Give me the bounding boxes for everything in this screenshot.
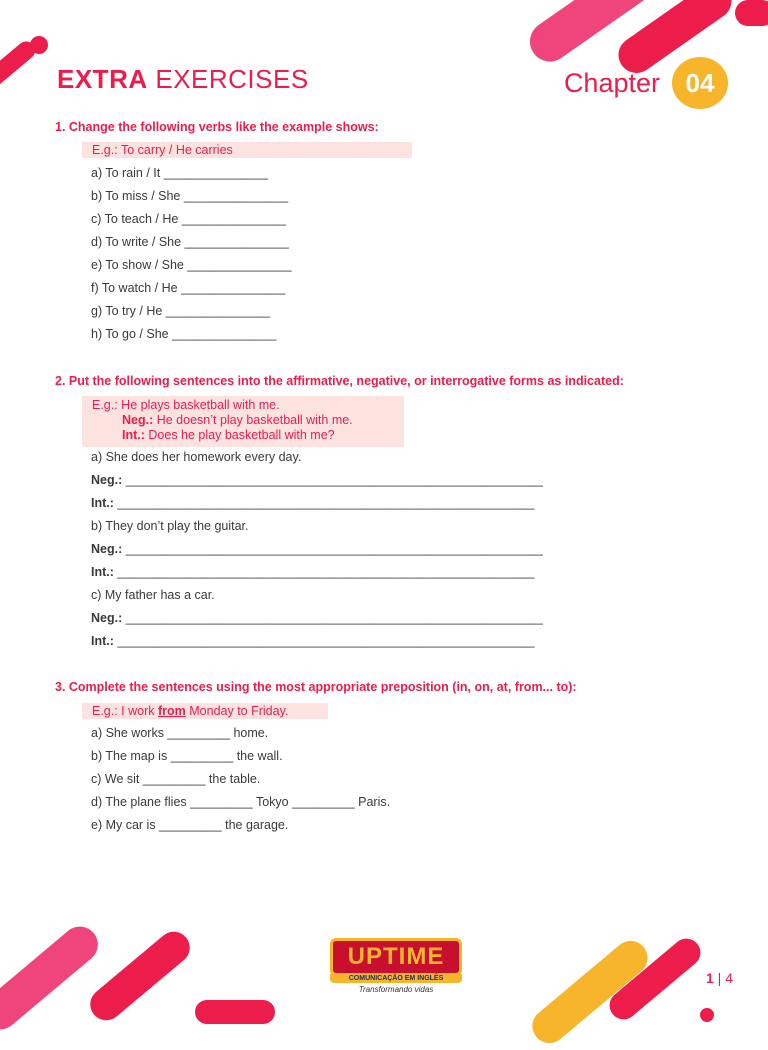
- question-1-item: d) To write / She _______________: [91, 235, 289, 249]
- decor-pill: [195, 1000, 275, 1024]
- page-title: [57, 64, 309, 95]
- decor-pill: [0, 919, 105, 1037]
- question-2-sentence: a) She does her homework every day.: [91, 450, 302, 464]
- decor-dot: [700, 1008, 714, 1022]
- example-negative: Neg.: He doesn’t play basketball with me.: [122, 413, 353, 427]
- example-affirmative: E.g.: He plays basketball with me.: [92, 398, 280, 412]
- question-2-neg-line: Neg.: ____________________________________________________________: [91, 611, 543, 625]
- question-2-int-line: Int.: ____________________________________________________________: [91, 634, 535, 648]
- question-3-item: c) We sit _________ the table.: [91, 772, 261, 786]
- decor-pill: [84, 925, 196, 1027]
- logo-subtitle: COMUNICAÇÃO EM INGLÊS: [330, 974, 462, 983]
- question-1-item: g) To try / He _______________: [91, 304, 271, 318]
- chapter-label: Chapter: [563, 67, 660, 98]
- decor-dot: [30, 36, 48, 54]
- question-2-title: 2. Put the following sentences into the affirmative, negative, or interrogative forms as indicated:: [55, 374, 624, 388]
- title-bold: EXTRA: [57, 64, 148, 94]
- question-1-item: a) To rain / It _______________: [91, 166, 268, 180]
- logo-tagline: Transformando vidas: [358, 985, 434, 994]
- logo-box: [330, 938, 462, 976]
- question-2-sentence: c) My father has a car.: [91, 588, 215, 602]
- question-1-item: b) To miss / She _______________: [91, 189, 289, 203]
- question-3-item: d) The plane flies _________ Tokyo _________ Paris.: [91, 795, 391, 809]
- question-3-item: a) She works _________ home.: [91, 726, 269, 740]
- question-1-item: e) To show / She _______________: [91, 258, 292, 272]
- decor-pill: [735, 0, 768, 26]
- question-2-sentence: b) They don’t play the guitar.: [91, 519, 249, 533]
- question-1-item: c) To teach / He _______________: [91, 212, 287, 226]
- question-1-item: h) To go / She _______________: [91, 327, 277, 341]
- question-3-title: 3. Complete the sentences using the most appropriate preposition (in, on, at, from... to):: [55, 680, 577, 694]
- chapter-heading: [564, 57, 728, 109]
- uptime-logo: [330, 938, 462, 1000]
- title-rest: EXERCISES: [147, 64, 309, 94]
- question-2-example: [82, 396, 404, 447]
- question-2-neg-line: Neg.: ____________________________________________________________: [91, 473, 543, 487]
- example-keyword: from: [158, 704, 186, 718]
- logo-word: UPTIME: [347, 943, 445, 970]
- question-2-int-line: Int.: ____________________________________________________________: [91, 496, 535, 510]
- question-1-item: f) To watch / He _______________: [91, 281, 286, 295]
- example-interrogative: Int.: Does he play basketball with me?: [122, 428, 335, 442]
- question-1-title: 1. Change the following verbs like the example shows:: [55, 120, 379, 134]
- question-1-example: E.g.: To carry / He carries: [82, 142, 412, 158]
- question-3-example: E.g.: I work from Monday to Friday.: [82, 703, 328, 719]
- question-2-neg-line: Neg.: ____________________________________________________________: [91, 542, 543, 556]
- page-number: 1 | 4: [705, 970, 733, 986]
- question-2-int-line: Int.: ____________________________________________________________: [91, 565, 535, 579]
- question-3-item: b) The map is _________ the wall.: [91, 749, 283, 763]
- question-3-item: e) My car is _________ the garage.: [91, 818, 289, 832]
- chapter-number-badge: 04: [672, 57, 728, 109]
